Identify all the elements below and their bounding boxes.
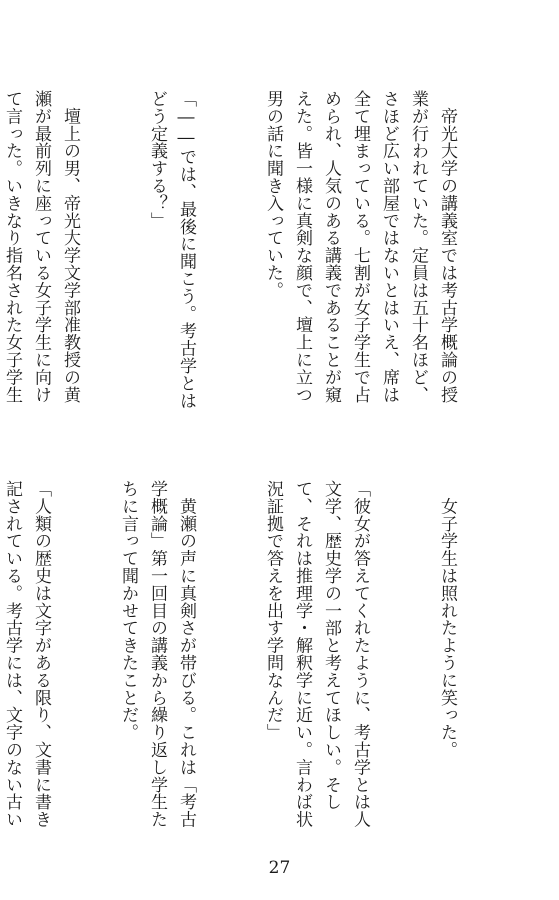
paragraph: 「人類の歴史は文字がある限り、文書に書き記されている。考古学には、文字のない古い: [2, 480, 51, 828]
lower-text-block: [2, 480, 519, 835]
upper-text-block: [2, 90, 519, 420]
paragraph: 壇上の男、帝光大学文学部准教授の黄瀬が最前列に座っている女子学生に向けて言った。いきなり指名された女子学生: [2, 90, 80, 404]
paragraph: 「彼女が答えてくれたように、考古学とは人文学、歴史学の一部と考えてほしい。そして、それは推理学・解釈学に近い。言わば状況証拠で答えを出す学問なんだ」: [263, 480, 370, 828]
paragraph: 帝光大学の講義室では考古学概論の授業が行われていた。定員は五十名ほど、さほど広い部屋ではないとはいえ、席は全て埋まっている。七割が女子学生で占められ、人気のある講義であることが窺えた。皆一様に真剣な顔で、壇上に立つ男の話に聞き入っていた。: [263, 90, 457, 404]
paragraph: 黄瀬の声に真剣さが帯びる。これは「考古学概論」第一回目の講義から繰り返し学生たちに言って聞かせてきたことだ。: [118, 480, 196, 828]
paragraph: 女子学生は照れたように笑った。: [437, 480, 457, 759]
paragraph: 「――では、最後に聞こう。考古学とはどう定義する？」: [147, 90, 196, 410]
page-number: 27: [268, 858, 291, 878]
